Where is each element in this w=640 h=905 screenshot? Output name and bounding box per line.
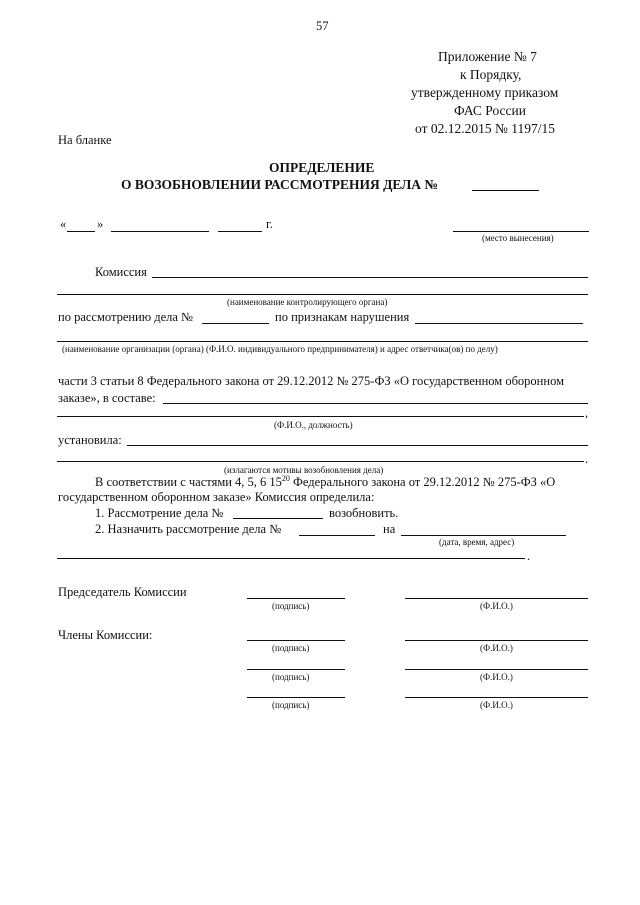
chairman-name-field xyxy=(405,598,588,599)
decision-item-1-suffix: возобновить. xyxy=(329,506,399,520)
member-2-sign-caption: (подпись) xyxy=(272,672,310,682)
composition-field-cont xyxy=(57,416,584,417)
decision-item-2-label: 2. Назначить рассмотрение дела № xyxy=(95,522,282,536)
commission-label: Комиссия xyxy=(95,265,147,279)
case-number-field xyxy=(472,190,539,191)
date-day-field xyxy=(67,231,95,232)
document-subtitle: О ВОЗОБНОВЛЕНИИ РАССМОТРЕНИЯ ДЕЛА № xyxy=(121,177,438,192)
org-field xyxy=(57,341,588,342)
date-month-field xyxy=(111,231,209,232)
member-1-name-field xyxy=(405,640,588,641)
appendix-line-4: ФАС России xyxy=(454,103,526,118)
item2-case-field xyxy=(299,535,375,536)
item2-field-cont xyxy=(57,558,525,559)
fio-caption: (Ф.И.О., должность) xyxy=(274,420,353,430)
member-3-name-field xyxy=(405,697,588,698)
established-field-cont xyxy=(57,461,584,462)
year-suffix: г. xyxy=(266,217,273,231)
member-2-name-field xyxy=(405,669,588,670)
member-2-name-caption: (Ф.И.О.) xyxy=(480,672,513,682)
date-open-quote: « xyxy=(60,217,67,231)
appendix-line-5: от 02.12.2015 № 1197/15 xyxy=(415,121,555,136)
law-text-line-2: заказе», в составе: xyxy=(58,391,156,405)
appendix-line-3: утвержденному приказом xyxy=(411,85,559,100)
member-1-sign-field xyxy=(247,640,345,641)
member-1-name-caption: (Ф.И.О.) xyxy=(480,643,513,653)
law-text-line-1: части 3 статьи 8 Федерального закона от 29.12.2012 № 275-ФЗ «О государственном оборонном xyxy=(58,374,564,388)
decision-line-2: государственном оборонном заказе» Комиссия определила: xyxy=(58,490,375,504)
member-1-sign-caption: (подпись) xyxy=(272,643,310,653)
datetime-caption: (дата, время, адрес) xyxy=(439,537,515,547)
place-caption: (место вынесения) xyxy=(482,233,554,243)
decision-sup: 20 xyxy=(281,473,290,483)
decision-line-1-suffix: Федерального закона от 29.12.2012 № 275-ФЗ «О xyxy=(289,475,556,489)
chairman-sign-field xyxy=(247,598,345,599)
member-2-sign-field xyxy=(247,669,345,670)
date-year-field xyxy=(218,231,262,232)
commission-field xyxy=(152,277,588,278)
period-mark: . xyxy=(585,452,589,466)
member-3-name-caption: (Ф.И.О.) xyxy=(480,700,513,710)
page-number: 57 xyxy=(316,19,329,33)
established-field xyxy=(127,445,588,446)
decision-line-1-prefix: В соответствии с частями 4, 5, 6 15 xyxy=(95,475,282,489)
decision-line-1 xyxy=(95,475,555,490)
violation-field xyxy=(415,323,583,324)
period-mark-2: . xyxy=(527,549,531,563)
appendix-line-2: к Порядку, xyxy=(460,67,522,82)
decision-item-1-label: 1. Рассмотрение дела № xyxy=(95,506,224,520)
decision-item-2-mid: на xyxy=(383,522,396,536)
established-label: установила: xyxy=(58,433,122,447)
composition-field xyxy=(163,403,588,404)
case-label: по рассмотрению дела № xyxy=(58,310,193,324)
established-caption: (излагаются мотивы возобновления дела) xyxy=(224,465,384,475)
org-caption: (наименование организации (органа) (Ф.И.О. индивидуального предпринимателя) и адрес ответчика(ов) по делу) xyxy=(62,344,498,354)
commission-field-cont xyxy=(57,294,588,295)
item1-case-field xyxy=(233,518,323,519)
appendix-line-1: Приложение № 7 xyxy=(438,49,537,64)
document-title: ОПРЕДЕЛЕНИЕ xyxy=(269,160,375,175)
comma-mark: , xyxy=(585,406,589,420)
commission-caption: (наименование контролирующего органа) xyxy=(227,297,388,307)
date-close-quote: » xyxy=(97,217,104,231)
letterhead-note: На бланке xyxy=(58,133,112,147)
chairman-label: Председатель Комиссии xyxy=(58,585,187,599)
members-label: Члены Комиссии: xyxy=(58,628,153,642)
violation-label: по признакам нарушения xyxy=(275,310,410,324)
place-field xyxy=(453,231,589,232)
chairman-name-caption: (Ф.И.О.) xyxy=(480,601,513,611)
case-number-field-2 xyxy=(202,323,269,324)
member-3-sign-caption: (подпись) xyxy=(272,700,310,710)
item2-datetime-field xyxy=(401,535,566,536)
member-3-sign-field xyxy=(247,697,345,698)
chairman-sign-caption: (подпись) xyxy=(272,601,310,611)
